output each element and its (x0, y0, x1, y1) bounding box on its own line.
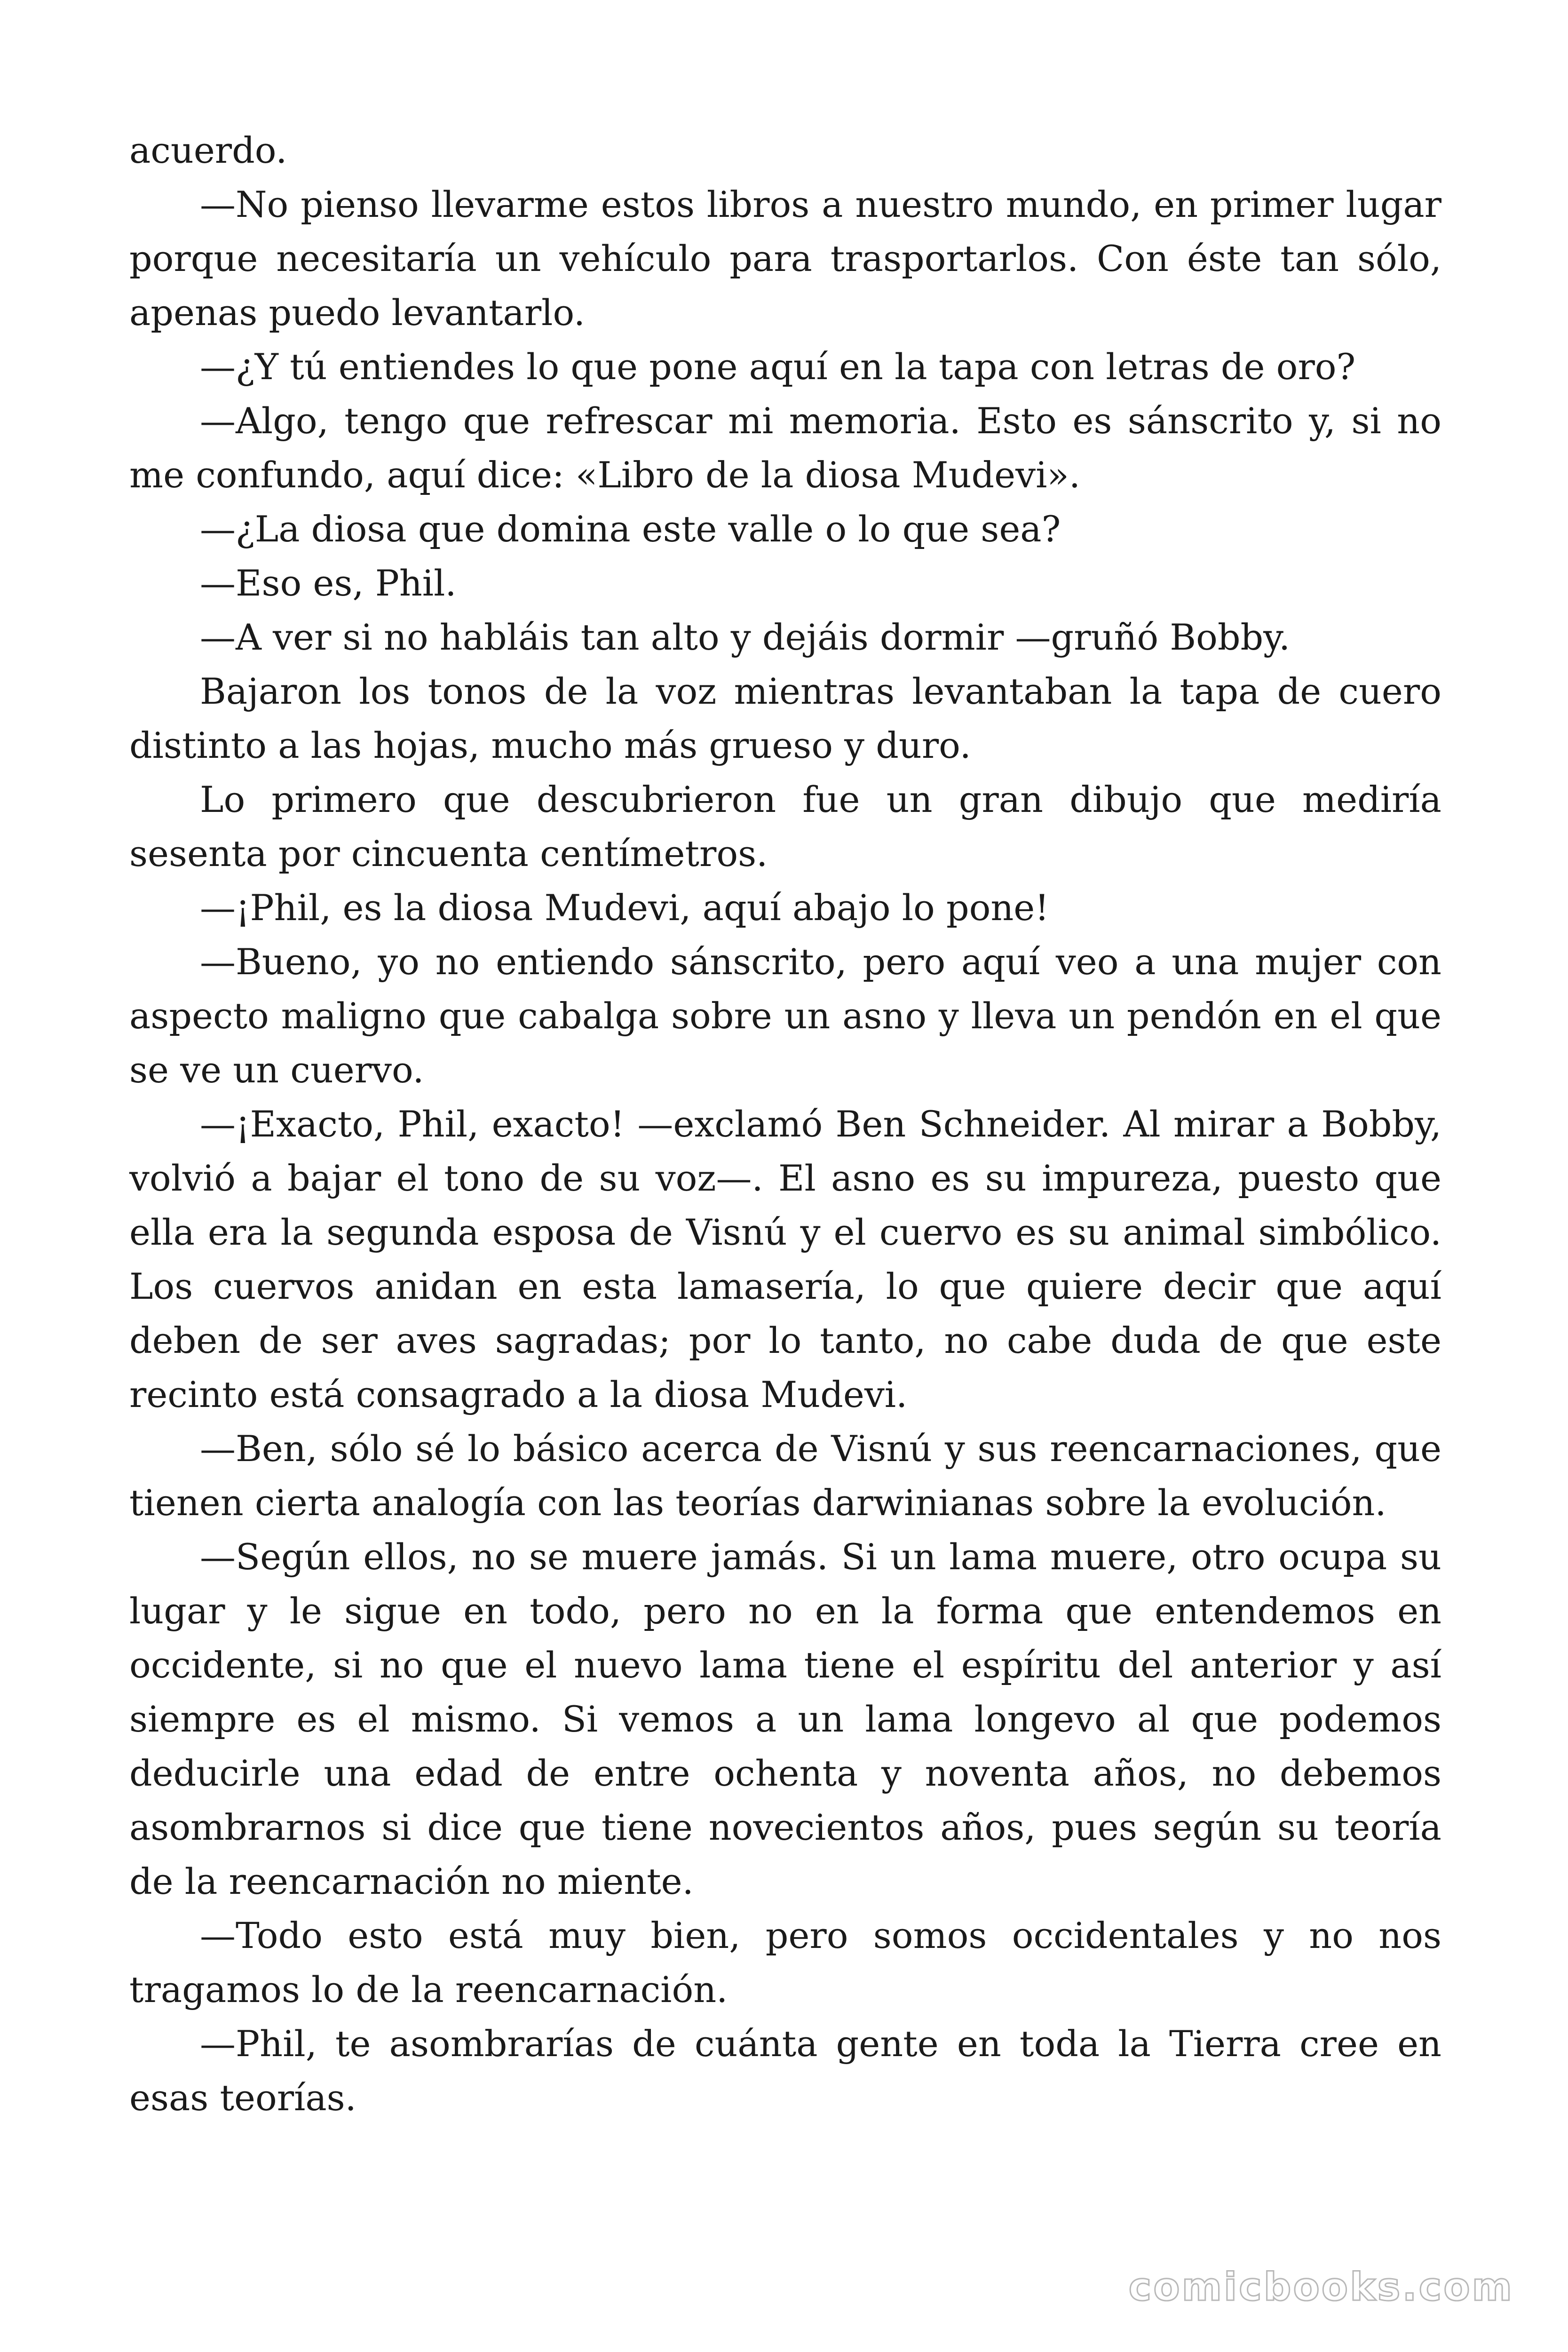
paragraph: —¡Exacto, Phil, exacto! —exclamó Ben Schneider. Al mirar a Bobby, volvió a bajar el tono de su voz—. El asno es su impureza, puesto que ella era la segunda esposa de Visnú y el cuervo es su animal simbólico. Los cuervos anidan en esta lamasería, lo que quiere decir que aquí deben de ser aves sagradas; por lo tanto, no cabe duda de que este recinto está consagrado a la diosa Mudevi. (129, 1103, 1441, 1415)
watermark-logo: comicbooks.com (1128, 2265, 1514, 2310)
paragraph: —Según ellos, no se muere jamás. Si un lama muere, otro ocupa su lugar y le sigue en todo, pero no en la forma que entendemos en occidente, si no que el nuevo lama tiene el espíritu del anterior y así siempre es el mismo. Si vemos a un lama longevo al que podemos deducirle una edad de entre ochenta y noventa años, no debemos asombrarnos si dice que tiene novecientos años, pues según su teoría de la reencarnación no miente. (129, 1536, 1441, 1902)
paragraph: —¡Phil, es la diosa Mudevi, aquí abajo lo pone! (200, 887, 1049, 929)
paragraph: —A ver si no habláis tan alto y dejáis dormir —gruñó Bobby. (200, 616, 1291, 658)
paragraph: —Phil, te asombrarías de cuánta gente en toda la Tierra cree en esas teorías. (129, 2023, 1441, 2119)
paragraph: —¿Y tú entiendes lo que pone aquí en la tapa con letras de oro? (200, 346, 1356, 388)
book-page-text (129, 123, 1441, 2125)
paragraph: —Algo, tengo que refrescar mi memoria. Esto es sánscrito y, si no me confundo, aquí dice: «Libro de la diosa Mudevi». (129, 400, 1441, 496)
paragraph: —Eso es, Phil. (200, 562, 457, 604)
paragraph: —No pienso llevarme estos libros a nuestro mundo, en primer lugar porque necesitaría un vehículo para trasportarlos. Con éste tan sólo, apenas puedo levantarlo. (129, 183, 1441, 334)
paragraph: —Todo esto está muy bien, pero somos occidentales y no nos tragamos lo de la reencarnación. (129, 1915, 1441, 2010)
paragraph: Lo primero que descubrieron fue un gran dibujo que mediría sesenta por cincuenta centímetros. (129, 779, 1441, 874)
paragraph: —¿La diosa que domina este valle o lo que sea? (200, 508, 1061, 550)
paragraph: —Bueno, yo no entiendo sánscrito, pero aquí veo a una mujer con aspecto maligno que cabalga sobre un asno y lleva un pendón en el que se ve un cuervo. (129, 941, 1441, 1091)
paragraph: acuerdo. (129, 129, 287, 171)
paragraph: —Ben, sólo sé lo básico acerca de Visnú y sus reencarnaciones, que tienen cierta analogía con las teorías darwinianas sobre la evolución. (129, 1428, 1441, 1524)
paragraph: Bajaron los tonos de la voz mientras levantaban la tapa de cuero distinto a las hojas, mucho más grueso y duro. (129, 670, 1441, 766)
